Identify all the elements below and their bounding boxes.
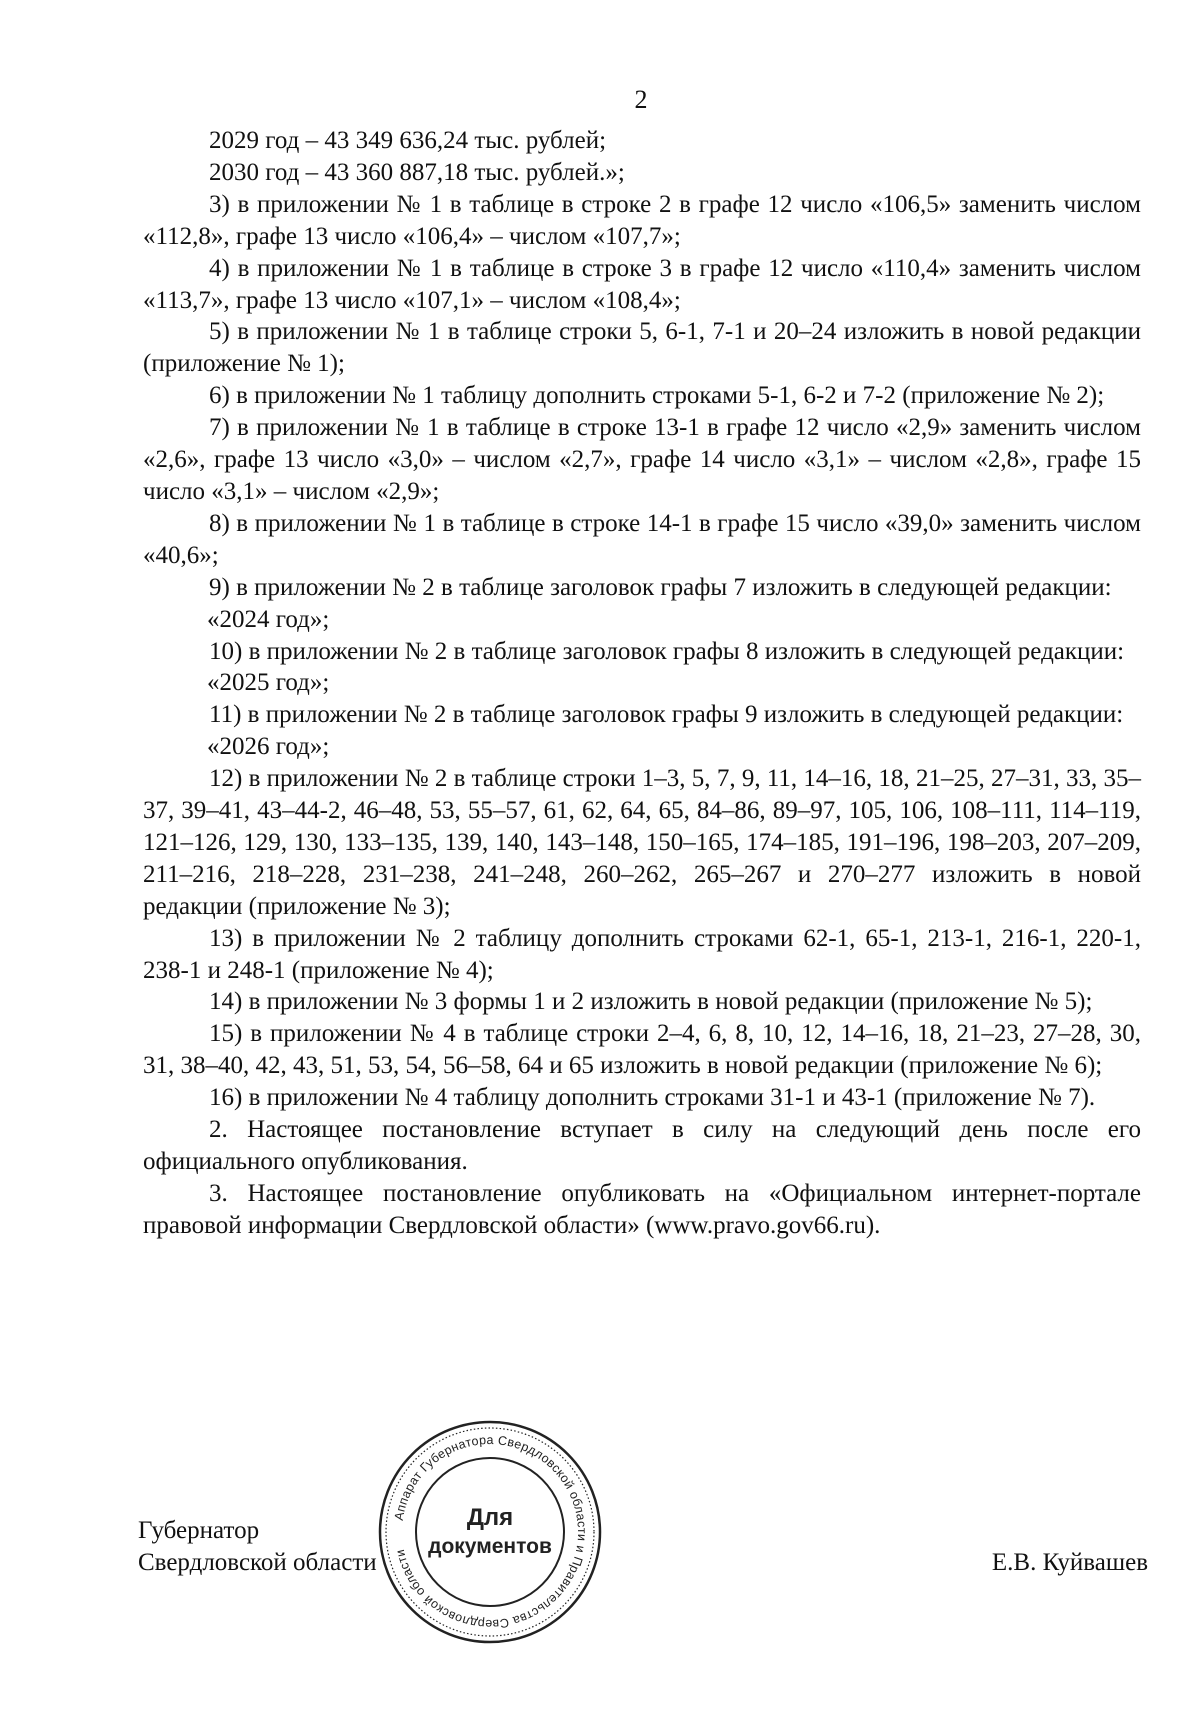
paragraph: 8) в приложении № 1 в таблице в строке 14-1 в графе 15 число «39,0» заменить числом «40,6»; — [143, 509, 1141, 569]
paragraph: 7) в приложении № 1 в таблице в строке 13-1 в графе 12 число «2,9» заменить числом «2,6», графе 13 число «3,0» – числом «2,7», графе 14 число «3,1» – числом «2,8», графе 15 число «3,1» – числом «2,9»; — [143, 414, 1141, 505]
paragraph: 5) в приложении № 1 в таблице строки 5, 6-1, 7-1 и 20–24 изложить в новой редакции (приложение № 1); — [143, 318, 1141, 378]
paragraph: 3) в приложении № 1 в таблице в строке 2 в графе 12 число «106,5» заменить числом «112,8», графе 13 число «106,4» – числом «107,7»; — [143, 190, 1141, 250]
seal-center-line-1: Для — [466, 1504, 514, 1531]
paragraph: 2029 год – 43 349 636,24 тыс. рублей; — [209, 127, 607, 154]
paragraph: 2. Настоящее постановление вступает в силу на следующий день после его официального опубликования. — [143, 1116, 1141, 1175]
paragraph: 14) в приложении № 3 формы 1 и 2 изложить в новой редакции (приложение № 5); — [209, 988, 1093, 1016]
page-number: 2 — [634, 85, 648, 114]
signatory-title — [138, 1515, 377, 1579]
paragraph: 11) в приложении № 2 в таблице заголовок графы 9 изложить в следующей редакции: — [209, 701, 1124, 729]
seal-ring-text: Аппарат Губернатора Свердловской области и Правительства Свердловской области — [391, 1432, 590, 1632]
seal-center-line-2: документов — [428, 1535, 552, 1558]
quoted-heading-text: «2025 год»; — [207, 669, 330, 697]
paragraph: 16) в приложении № 4 таблицу дополнить строками 31-1 и 43-1 (приложение № 7). — [209, 1084, 1096, 1112]
signatory-title-line-1: Губернатор — [138, 1517, 260, 1544]
paragraph: 15) в приложении № 4 в таблице строки 2–4, 6, 8, 10, 12, 14–16, 18, 21–23, 27–28, 30, 31, 38–40, 42, 43, 51, 53, 54, 56–58, 64 и 65 изложить в новой редакции (приложение № 6); — [143, 1020, 1141, 1080]
paragraph: 6) в приложении № 1 таблицу дополнить строками 5-1, 6-2 и 7-2 (приложение № 2); — [209, 382, 1105, 410]
official-seal-stamp — [376, 1418, 604, 1646]
paragraph: 4) в приложении № 1 в таблице в строке 3 в графе 12 число «110,4» заменить числом «113,7», графе 13 число «107,1» – числом «108,4»; — [143, 254, 1141, 314]
signatory-title-line-2: Свердловской области — [138, 1549, 377, 1576]
paragraph: 13) в приложении № 2 таблицу дополнить строками 62-1, 65-1, 213-1, 216-1, 220-1, 238-1 и 248-1 (приложение № 4); — [143, 924, 1141, 984]
signatory-name: Е.В. Куйвашев — [991, 1549, 1148, 1576]
paragraph: 2030 год – 43 360 887,18 тыс. рублей.»; — [209, 158, 625, 186]
paragraph: 9) в приложении № 2 в таблице заголовок графы 7 изложить в следующей редакции: — [209, 573, 1112, 601]
paragraph: 12) в приложении № 2 в таблице строки 1–3, 5, 7, 9, 11, 14–16, 18, 21–25, 27–31, 33, 35–37, 39–41, 43–44-2, 46–48, 53, 55–57, 61, 62, 64, 65, 84–86, 89–97, 105, 106, 108–111, 114–119, 121–126, 129, 130, 133–135, 139, 140, 143–148, 150–165, 174–185, 191–196, 198–203, 207–209, 211–216, 218–228, 231–238, 241–248, 260–262, 265–267 и 270–277 изложить в новой редакции (приложение № 3); — [143, 765, 1141, 920]
paragraph: 3. Настоящее постановление опубликовать на «Официальном интернет-портале правовой информации Свердловской области» (www.pravo.gov66.ru). — [143, 1179, 1141, 1239]
quoted-heading-text: «2024 год»; — [207, 605, 330, 633]
svg-text:Аппарат Губернатора Свердловск — [392, 1433, 589, 1631]
paragraph: 10) в приложении № 2 в таблице заголовок графы 8 изложить в следующей редакции: — [209, 637, 1125, 665]
quoted-heading-text: «2026 год»; — [207, 733, 330, 761]
